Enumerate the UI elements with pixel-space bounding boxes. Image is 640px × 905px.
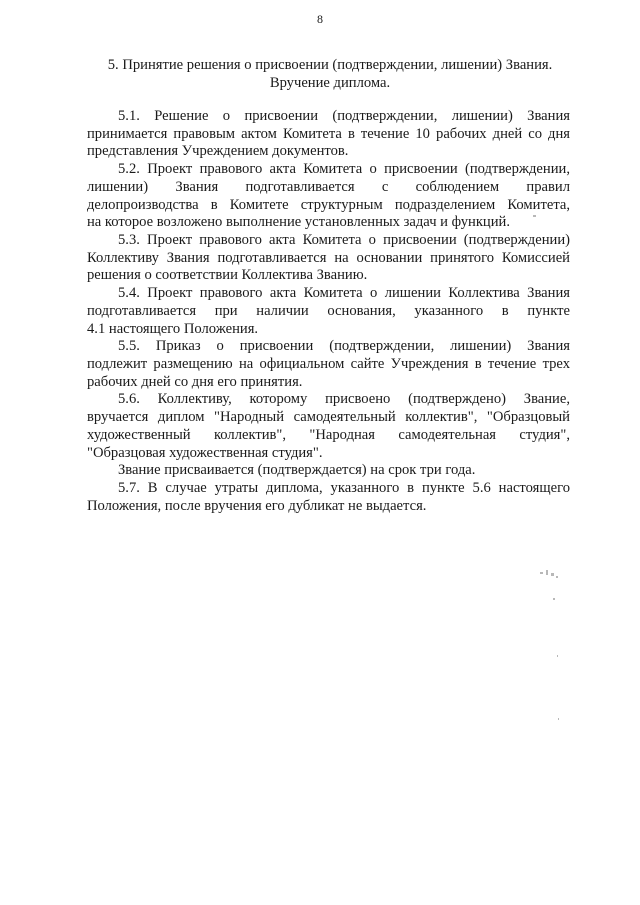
section-subtitle: Вручение диплома. — [269, 75, 391, 91]
paragraph-line: делопроизводства в Комитете структурным подразделением Комитета, — [87, 197, 570, 213]
paragraph-line: подготавливается при наличии основания, указанного в пункте — [87, 303, 570, 319]
paragraph-line: 5.4. Проект правового акта Комитета о лишении Коллектива Звания — [118, 285, 570, 301]
paragraph-line: 5.2. Проект правового акта Комитета о присвоении (подтверждении, — [118, 161, 570, 177]
page-number: 8 — [317, 12, 323, 26]
paragraph-line: "Образцовая художественная студия". — [87, 445, 323, 461]
scan-speck — [557, 655, 558, 657]
paragraph-line: 5.6. Коллективу, которому присвоено (подтверждено) Звание, — [118, 391, 570, 407]
paragraph-line: решения о соответствии Коллектива Званию. — [87, 267, 368, 283]
paragraph-line: лишении) Звания подготавливается с соблюдением правил — [87, 179, 570, 195]
paragraph-line: Звание присваивается (подтверждается) на срок три года. — [118, 462, 476, 478]
scan-speck — [551, 573, 554, 576]
paragraph-line: 5.3. Проект правового акта Комитета о присвоении (подтверждении) — [118, 232, 570, 248]
paragraph-line: 5.1. Решение о присвоении (подтверждении, лишении) Звания — [118, 108, 570, 124]
scan-speck — [558, 718, 559, 720]
scan-speck — [553, 598, 555, 600]
paragraph-line: художественный коллектив", "Народная самодеятельная студия", — [87, 427, 570, 443]
paragraph-line: 5.5. Приказ о присвоении (подтверждении, лишении) Звания — [118, 338, 570, 354]
paragraph-line: представления Учреждением документов. — [87, 143, 349, 159]
paragraph-line: подлежит размещению на официальном сайте Учреждения в течение трех — [87, 356, 570, 372]
paragraph-line: 4.1 настоящего Положения. — [87, 321, 259, 337]
scan-speck — [556, 576, 558, 578]
paragraph-line: 5.7. В случае утраты диплома, указанного в пункте 5.6 настоящего — [118, 480, 570, 496]
scan-speck — [540, 572, 543, 574]
paragraph-line: рабочих дней со дня его принятия. — [87, 374, 303, 390]
paragraph-line: на которое возложено выполнение установленных задач и функций. — [87, 214, 511, 230]
paragraph-line: Положения, после вручения его дубликат не выдается. — [87, 498, 427, 514]
paragraph-line: Коллективу Звания подготавливается на основании принятого Комиссией — [87, 250, 570, 266]
scan-speck — [533, 215, 536, 217]
paragraph-line: вручается диплом "Народный самодеятельный коллектив", "Образцовый — [87, 409, 570, 425]
section-title: 5. Принятие решения о присвоении (подтверждении, лишении) Звания. — [107, 57, 553, 73]
paragraph-line: принимается правовым актом Комитета в течение 10 рабочих дней со дня — [87, 126, 570, 142]
scan-speck — [546, 570, 548, 575]
